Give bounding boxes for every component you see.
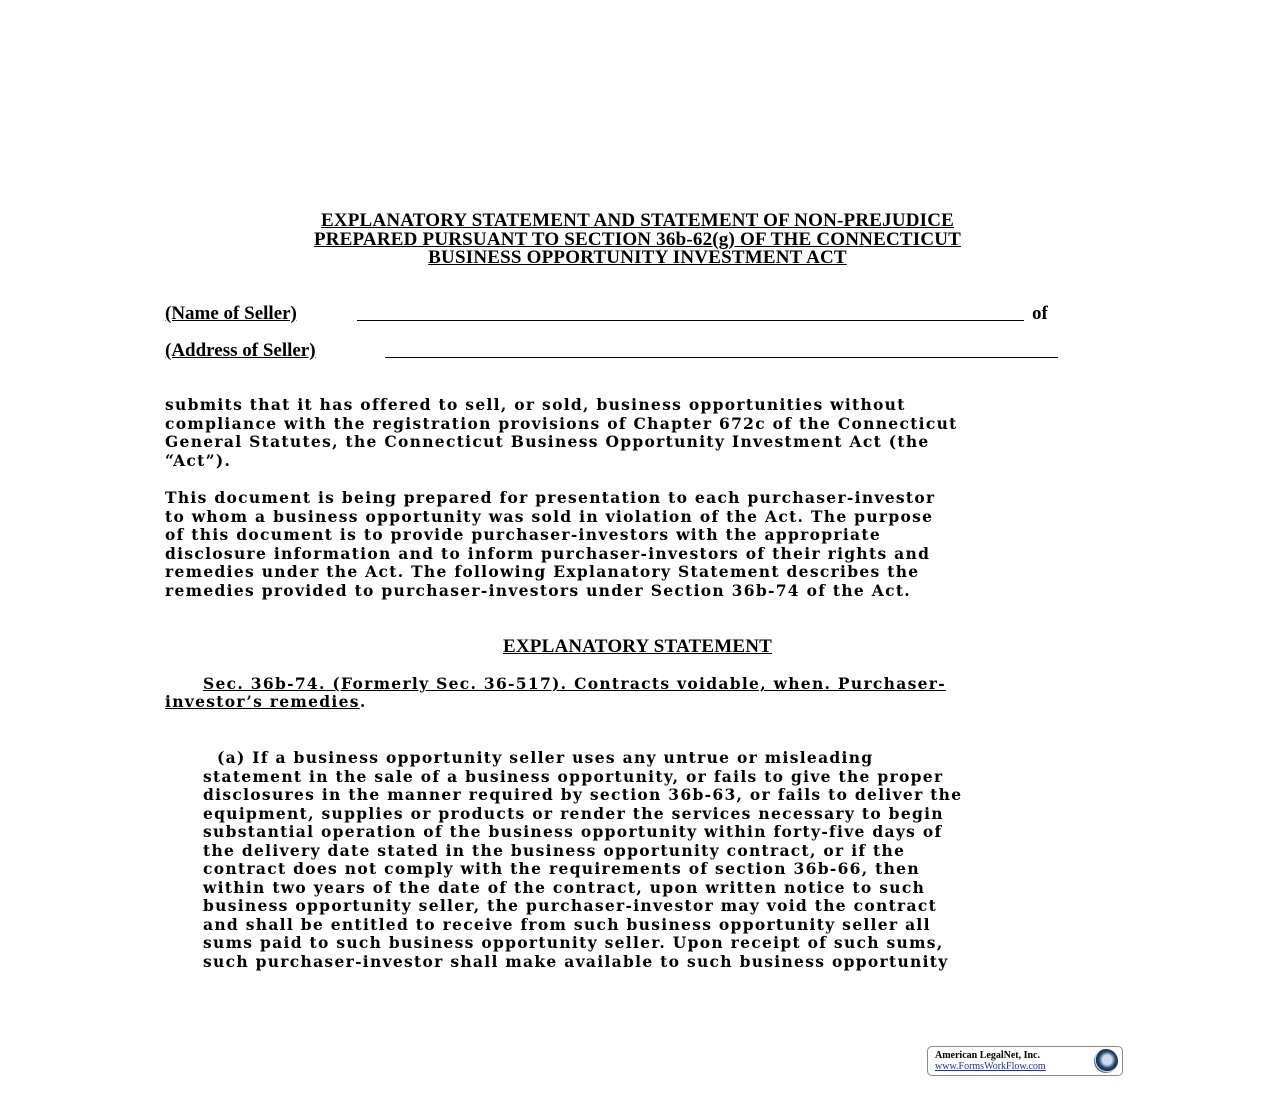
paragraph-line: remedies provided to purchaser-investors under Section 36b-74 of the Act. — [165, 580, 911, 600]
paragraph-line: within two years of the date of the contract, upon written notice to such — [203, 877, 926, 897]
paragraph-line: submits that it has offered to sell, or sold, business opportunities without — [165, 395, 906, 414]
title-line: PREPARED PURSUANT TO SECTION 36b-62(g) OF THE CONNECTICUT — [313, 228, 962, 250]
address-of-seller-blank[interactable] — [385, 357, 1058, 358]
paragraph-line: the delivery date stated in the business opportunity contract, or if the — [203, 840, 906, 860]
paragraph-line: (a) If a business opportunity seller uses any untrue or misleading — [217, 748, 874, 767]
paragraph-line: This document is being prepared for presentation to each purchaser-investor — [165, 488, 936, 507]
name-of-seller-label: (Name of Seller) — [165, 303, 297, 324]
paragraph-line: to whom a business opportunity was sold in violation of the Act. The purpose — [165, 506, 934, 526]
paragraph-line: and shall be entitled to receive from such business opportunity seller all — [203, 914, 931, 934]
paragraph-line: such purchaser-investor shall make available to such business opportunity — [203, 951, 949, 971]
logo-url-link[interactable]: www.FormsWorkFlow.com — [935, 1061, 1046, 1072]
paragraph-line: business opportunity seller, the purchaser-investor may void the contract — [203, 896, 938, 915]
name-of-seller-suffix: of — [1032, 303, 1048, 324]
paragraph-line: compliance with the registration provisions of Chapter 672c of the Connecticut — [165, 413, 958, 433]
title-line: EXPLANATORY STATEMENT AND STATEMENT OF NON-PREJUDICE — [320, 210, 955, 231]
logo-company-name: American LegalNet, Inc. — [935, 1050, 1040, 1061]
paragraph-line: substantial operation of the business opportunity within forty-five days of — [203, 822, 943, 841]
paragraph-line: contract does not comply with the requirements of section 36b-66, then — [203, 859, 920, 878]
paragraph-line: remedies under the Act. The following Explanatory Statement describes the — [165, 562, 920, 581]
paragraph-line: sums paid to such business opportunity seller. Upon receipt of such sums, — [203, 933, 944, 952]
paragraph-line: of this document is to provide purchaser-investors with the appropriate — [165, 525, 882, 544]
section-title-line — [165, 693, 367, 711]
section-title-text: investor’s remedies — [165, 692, 360, 711]
paragraph-line: “Act”). — [165, 450, 232, 470]
section-heading: EXPLANATORY STATEMENT — [502, 636, 773, 657]
paragraph-line: disclosure information and to inform purchaser-investors of their rights and — [165, 543, 931, 563]
paragraph-line: disclosures in the manner required by section 36b-63, or fails to deliver the — [203, 785, 963, 804]
section-title-end: . — [359, 692, 367, 711]
globe-icon — [1094, 1049, 1118, 1073]
title-line: BUSINESS OPPORTUNITY INVESTMENT ACT — [428, 247, 847, 268]
footer-logo[interactable] — [927, 1046, 1123, 1076]
section-title-line: Sec. 36b-74. (Formerly Sec. 36-517). Contracts voidable, when. Purchaser- — [203, 674, 946, 693]
address-of-seller-label: (Address of Seller) — [165, 340, 316, 361]
paragraph-line: equipment, supplies or products or render the services necessary to begin — [203, 803, 944, 823]
name-of-seller-blank[interactable] — [357, 320, 1024, 321]
paragraph-line: General Statutes, the Connecticut Business Opportunity Investment Act (the — [165, 432, 930, 451]
paragraph-line: statement in the sale of a business opportunity, or fails to give the proper — [203, 766, 944, 786]
